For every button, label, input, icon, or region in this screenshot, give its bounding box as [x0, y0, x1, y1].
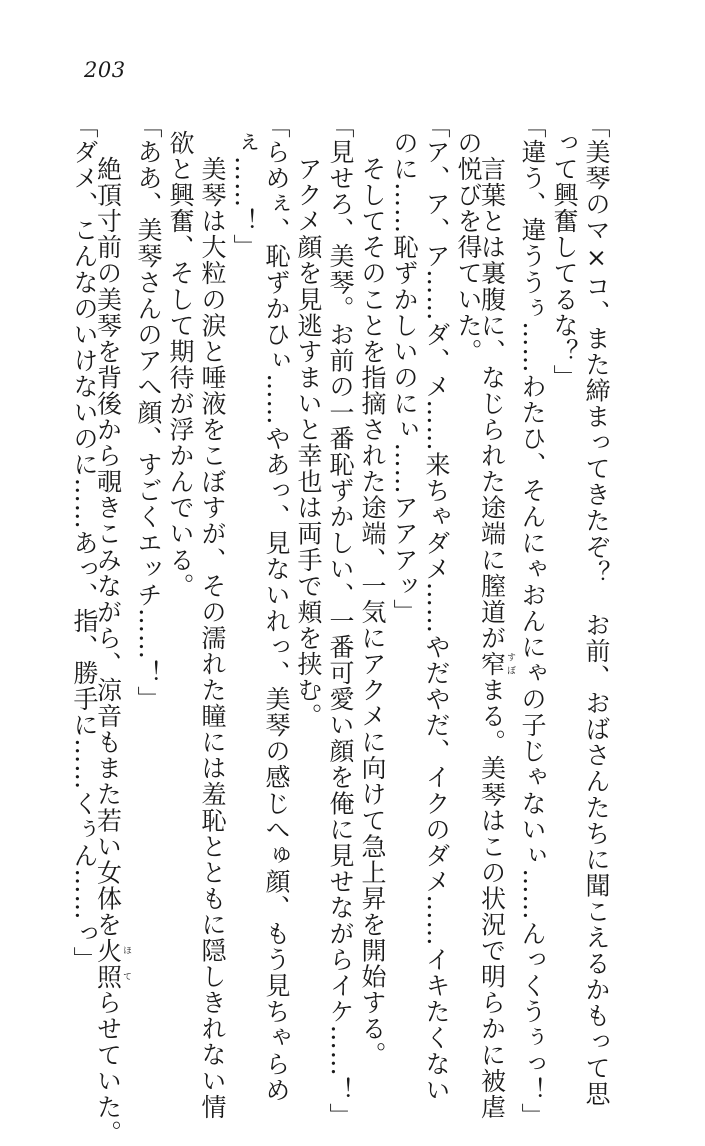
text-column-4: 言葉とは裏腹に、なじられた途端に膣道が窄すぼまる。美琴はこの状況で明らかに被虐	[477, 130, 515, 1120]
text-column-9: 「見せろ、美琴。お前の一番恥ずかしい、一番可愛い顔を俺に見せながらイケ……！」	[326, 113, 355, 1129]
text-column-1: 「美琴のマ×コ、また締まってきたぞ？ お前、おばさんたちに聞こえるかもって思	[582, 113, 611, 1107]
furigana-1: 窄すぼ	[477, 651, 515, 678]
text-column-10: アクメ顔を見逃すまいと幸也は両手で頬を挟む。	[294, 130, 323, 730]
text-column-2: って興奮してるな？」	[550, 130, 579, 391]
text-column-17: 「ダメ、こんなのいけないのに……あっ、指、勝手に……くぅん……っ」	[70, 113, 99, 973]
text-column-14: 欲と興奮、そして期待が浮かんでいる。	[166, 130, 195, 599]
text-column-5: の悦びを得ていた。	[454, 130, 483, 365]
text-column-7: のに……恥ずかしいのにぃ……アアアッ」	[390, 130, 419, 625]
text-column-12: ぇ……！」	[230, 130, 259, 261]
text-column-16: 絶頂寸前の美琴を背後から覗きこみながら、涼音もまた若い女体を火照ほてらせていた。	[93, 130, 131, 1146]
text-column-3: 「違う、違ううぅ……わたひ、そんにゃおんにゃの子じゃないぃ……んっくうぅっ！」	[518, 113, 547, 1129]
page-number: 203	[84, 58, 126, 82]
furigana-2: 火照ほて	[93, 937, 131, 990]
text-column-13: 美琴は大粒の涙と唾液をこぼすが、その濡れた瞳には羞恥とともに隠しきれない情	[198, 130, 227, 1120]
text-column-8: そしてそのことを指摘された途端、一気にアクメに向けて急上昇を開始する。	[358, 130, 387, 1068]
text-column-11: 「らめぇ、恥ずかひぃ……やあっ、見ないれっ、美琴の感じへゅ顔、もう見ちゃらめ	[262, 113, 291, 1103]
text-column-15: 「ああ、美琴さんのアへ顔、すごくエッチ……！」	[134, 113, 163, 713]
text-column-6: 「ア、ア、ア……ダ、メ……来ちゃダメ……やだやだ、イクのダメ……イキたくない	[422, 113, 451, 1103]
